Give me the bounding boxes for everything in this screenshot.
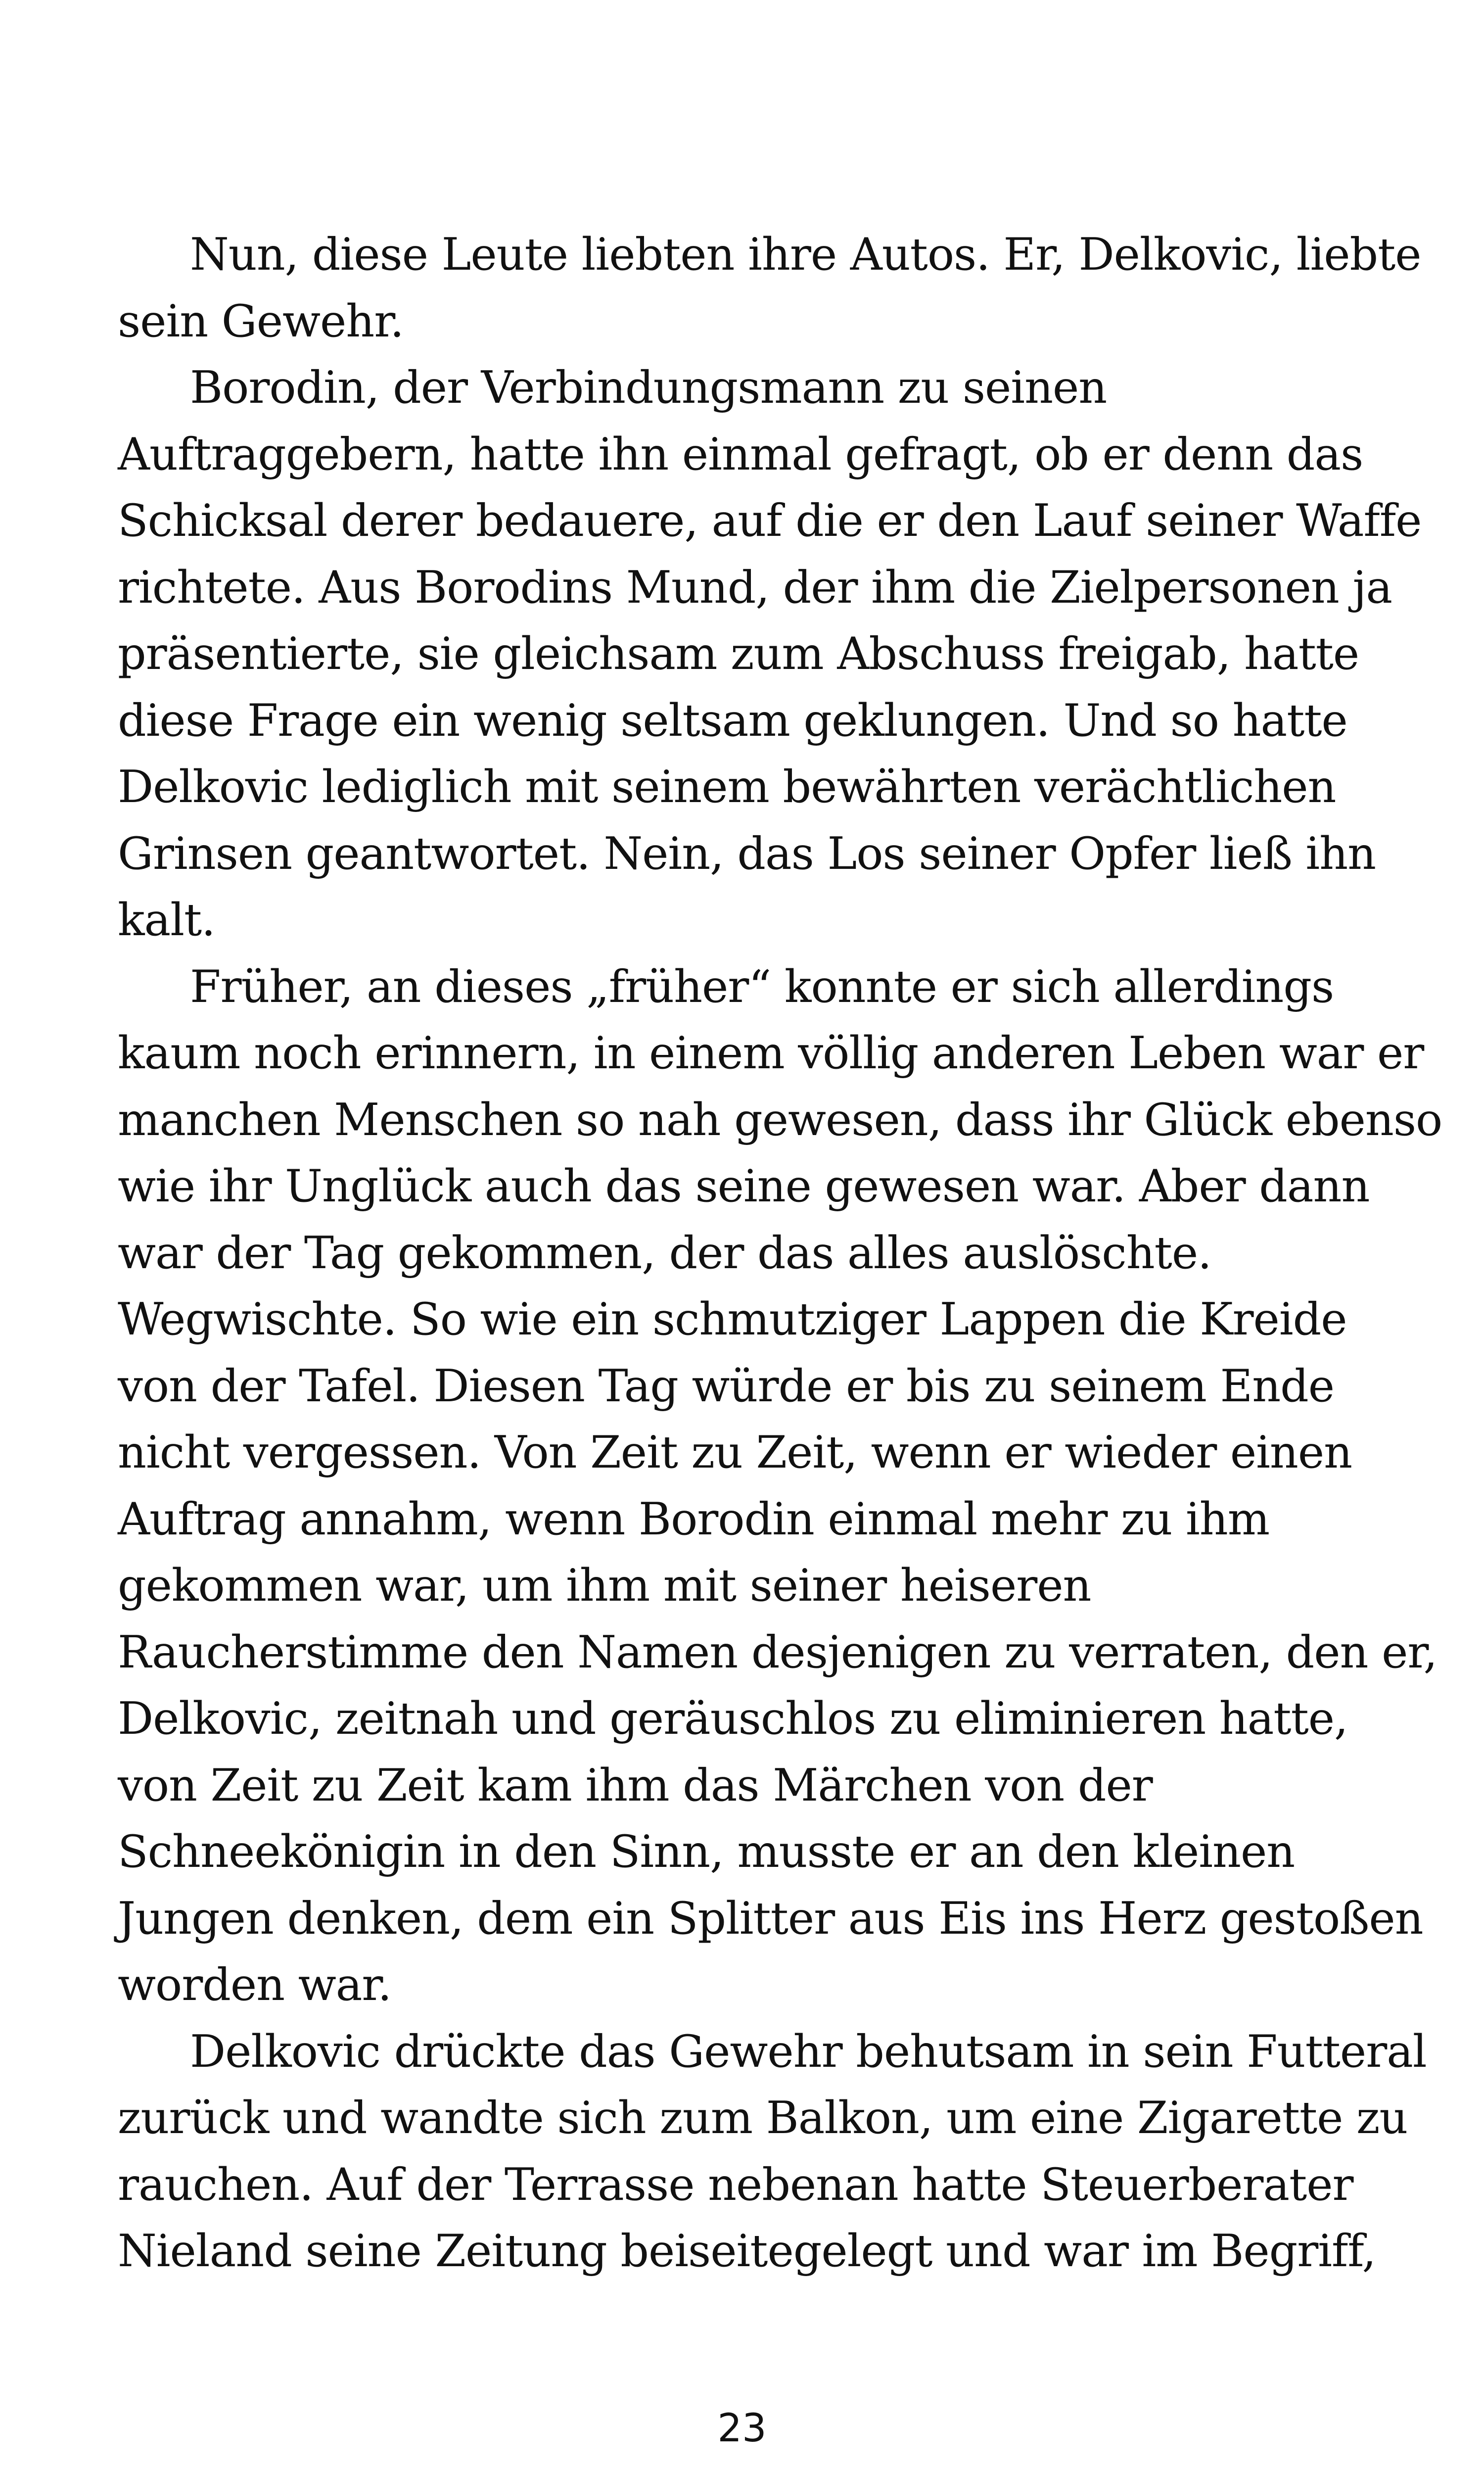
text-line: gekommen war, um ihm mit seiner heiseren: [118, 1560, 1091, 1612]
text-line: war der Tag gekommen, der das alles auslöschte.: [118, 1227, 1211, 1279]
text-line: kaum noch erinnern, in einem völlig anderen Leben war er: [118, 1027, 1424, 1079]
text-line: von der Tafel. Diesen Tag würde er bis zu seinem Ende: [118, 1360, 1335, 1412]
text-line: kalt.: [118, 894, 215, 946]
text-line: richtete. Aus Borodins Mund, der ihm die Zielpersonen ja: [118, 561, 1392, 614]
text-line: Grinsen geantwortet. Nein, das Los seiner Opfer ließ ihn: [118, 827, 1376, 880]
text-line: zurück und wandte sich zum Balkon, um eine Zigarette zu: [118, 2092, 1408, 2144]
text-line: Nieland seine Zeitung beiseitegelegt und war im Begriff,: [118, 2225, 1376, 2277]
text-line: von Zeit zu Zeit kam ihm das Märchen von der: [118, 1759, 1153, 1811]
text-line: worden war.: [118, 1959, 392, 2011]
text-line: Schicksal derer bedauere, auf die er den Lauf seiner Waffe: [118, 495, 1422, 547]
text-line: sein Gewehr.: [118, 295, 404, 347]
text-line: Auftrag annahm, wenn Borodin einmal mehr zu ihm: [118, 1493, 1270, 1545]
text-line: Delkovic lediglich mit seinem bewährten verächtlichen: [118, 761, 1336, 813]
text-line: Borodin, der Verbindungsmann zu seinen: [190, 362, 1107, 414]
text-line: wie ihr Unglück auch das seine gewesen war. Aber dann: [118, 1160, 1370, 1212]
page-number: 23: [717, 2406, 767, 2451]
text-line: rauchen. Auf der Terrasse nebenan hatte Steuerberater: [118, 2158, 1353, 2211]
body-text: [118, 222, 1442, 2285]
text-line: Jungen denken, dem ein Splitter aus Eis ins Herz gestoßen: [118, 1892, 1423, 1945]
text-line: Raucherstimme den Namen desjenigen zu verraten, den er,: [118, 1626, 1438, 1678]
text-line: Nun, diese Leute liebten ihre Autos. Er, Delkovic, liebte: [190, 229, 1421, 281]
text-line: manchen Menschen so nah gewesen, dass ihr Glück ebenso: [118, 1094, 1442, 1146]
text-line: diese Frage ein wenig seltsam geklungen. Und so hatte: [118, 694, 1347, 747]
text-line: präsentierte, sie gleichsam zum Abschuss freigab, hatte: [118, 628, 1359, 680]
text-line: Delkovic, zeitnah und geräuschlos zu eliminieren hatte,: [118, 1693, 1348, 1745]
text-line: Delkovic drückte das Gewehr behutsam in sein Futteral: [190, 2025, 1427, 2078]
text-line: Schneekönigin in den Sinn, musste er an den kleinen: [118, 1826, 1295, 1878]
text-line: Auftraggebern, hatte ihn einmal gefragt, ob er denn das: [118, 428, 1363, 480]
text-line: Früher, an dieses „früher“ konnte er sich allerdings: [190, 960, 1334, 1013]
text-line: nicht vergessen. Von Zeit zu Zeit, wenn er wieder einen: [118, 1427, 1352, 1478]
text-line: Wegwischte. So wie ein schmutziger Lappen die Kreide: [118, 1293, 1347, 1345]
